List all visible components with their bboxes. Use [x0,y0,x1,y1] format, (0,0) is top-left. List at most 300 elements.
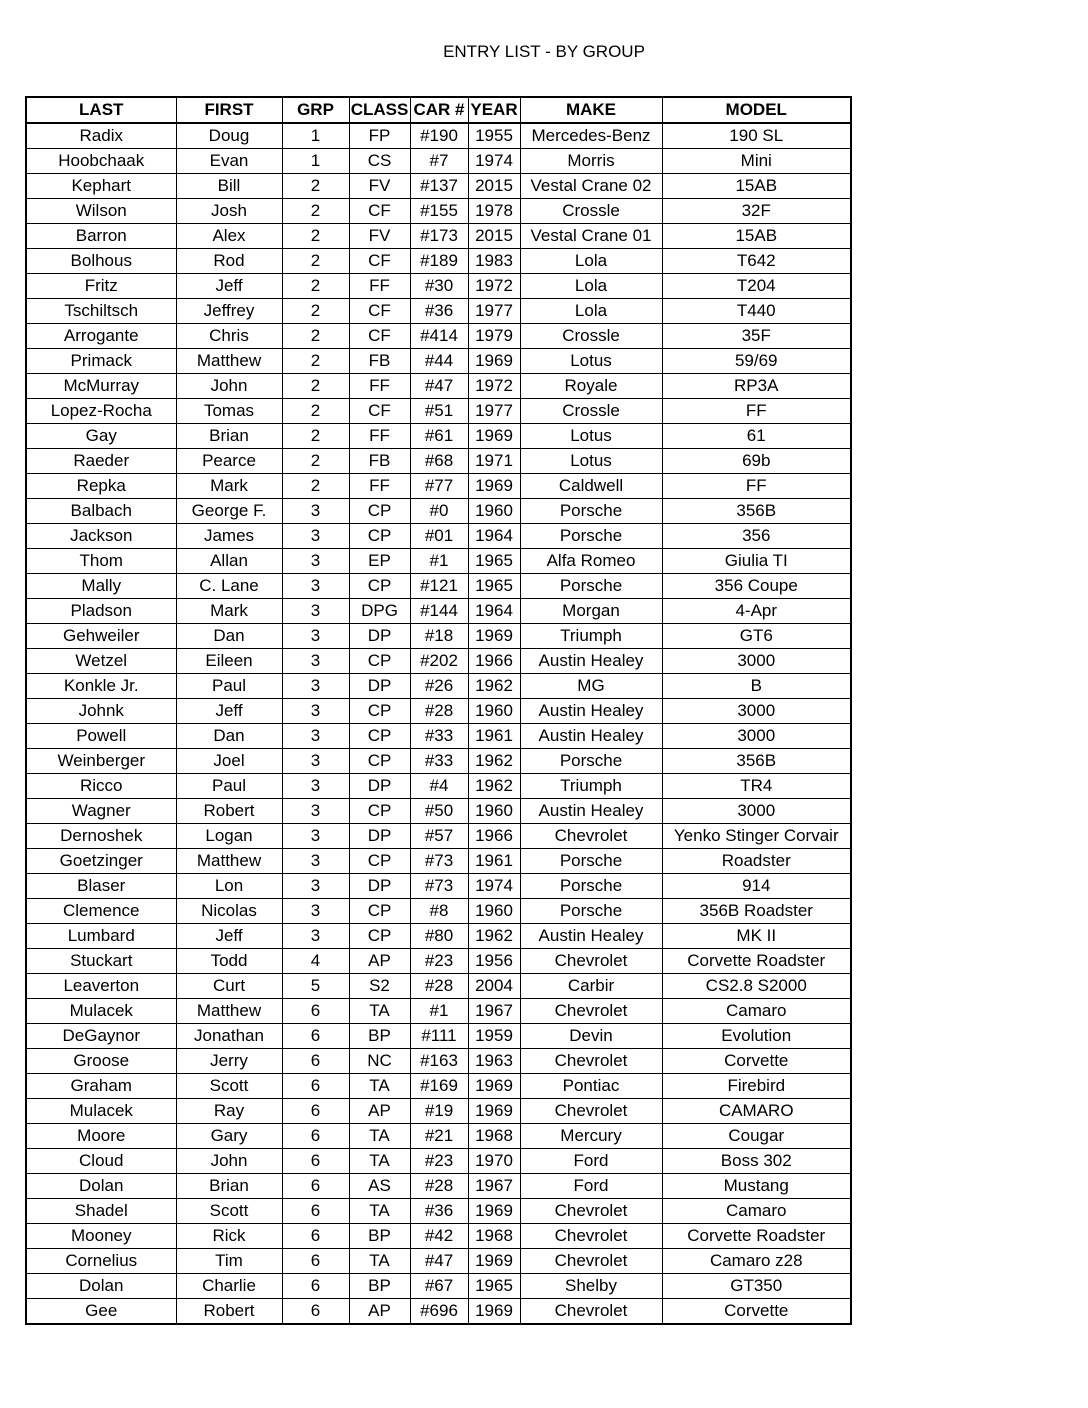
cell-model: Corvette [662,1049,851,1074]
cell-year: 1969 [468,349,520,374]
cell-first: Rick [176,1224,282,1249]
table-row [26,274,851,299]
cell-class: CP [349,574,410,599]
cell-car-number: #19 [410,1099,468,1124]
table-row [26,1199,851,1224]
cell-car-number: #169 [410,1074,468,1099]
cell-car-number: #47 [410,374,468,399]
cell-year: 1961 [468,849,520,874]
cell-car-number: #73 [410,874,468,899]
cell-year: 1969 [468,424,520,449]
table-row [26,599,851,624]
cell-grp: 2 [282,324,349,349]
table-row [26,549,851,574]
cell-last: Lumbard [26,924,176,949]
cell-last: Lopez-Rocha [26,399,176,424]
cell-model: TR4 [662,774,851,799]
cell-year: 1969 [468,1199,520,1224]
cell-last: Arrogante [26,324,176,349]
cell-class: CF [349,299,410,324]
table-row [26,1149,851,1174]
cell-first: Jeff [176,699,282,724]
cell-first: Lon [176,874,282,899]
cell-first: John [176,374,282,399]
cell-make: Carbir [520,974,662,999]
cell-first: Jeff [176,274,282,299]
table-row [26,149,851,174]
cell-last: Raeder [26,449,176,474]
cell-last: Gee [26,1299,176,1325]
cell-first: Matthew [176,999,282,1024]
cell-year: 1968 [468,1224,520,1249]
cell-model: Firebird [662,1074,851,1099]
cell-first: Evan [176,149,282,174]
cell-model: Giulia TI [662,549,851,574]
cell-last: Wagner [26,799,176,824]
cell-year: 1965 [468,549,520,574]
cell-car-number: #1 [410,999,468,1024]
cell-year: 1969 [468,1099,520,1124]
table-row [26,1124,851,1149]
cell-grp: 6 [282,999,349,1024]
cell-model: 59/69 [662,349,851,374]
cell-grp: 3 [282,924,349,949]
cell-car-number: #190 [410,123,468,149]
cell-model: CAMARO [662,1099,851,1124]
table-row [26,474,851,499]
cell-grp: 6 [282,1074,349,1099]
cell-year: 1962 [468,749,520,774]
cell-make: Austin Healey [520,924,662,949]
table-row [26,999,851,1024]
column-header-class: CLASS [349,97,410,123]
cell-year: 1974 [468,874,520,899]
cell-class: TA [349,1249,410,1274]
cell-car-number: #173 [410,224,468,249]
cell-car-number: #8 [410,899,468,924]
cell-year: 1960 [468,899,520,924]
cell-year: 1963 [468,1049,520,1074]
cell-year: 1969 [468,474,520,499]
cell-class: CP [349,699,410,724]
cell-last: Cloud [26,1149,176,1174]
cell-car-number: #36 [410,1199,468,1224]
cell-grp: 3 [282,599,349,624]
cell-model: 61 [662,424,851,449]
cell-first: Allan [176,549,282,574]
cell-grp: 2 [282,374,349,399]
cell-make: Triumph [520,774,662,799]
table-row [26,1049,851,1074]
cell-grp: 6 [282,1274,349,1299]
cell-year: 1962 [468,774,520,799]
table-row [26,424,851,449]
cell-grp: 6 [282,1099,349,1124]
table-row [26,699,851,724]
cell-year: 1977 [468,299,520,324]
cell-year: 1965 [468,1274,520,1299]
cell-class: FB [349,349,410,374]
cell-car-number: #137 [410,174,468,199]
cell-grp: 4 [282,949,349,974]
cell-first: John [176,1149,282,1174]
cell-last: Mulacek [26,1099,176,1124]
cell-car-number: #61 [410,424,468,449]
cell-car-number: #44 [410,349,468,374]
cell-first: Matthew [176,849,282,874]
cell-class: BP [349,1224,410,1249]
cell-first: Nicolas [176,899,282,924]
cell-class: FF [349,424,410,449]
cell-make: Chevrolet [520,999,662,1024]
cell-first: Paul [176,774,282,799]
cell-make: Caldwell [520,474,662,499]
cell-class: CP [349,524,410,549]
cell-grp: 1 [282,149,349,174]
cell-model: T204 [662,274,851,299]
cell-model: B [662,674,851,699]
cell-class: DP [349,824,410,849]
cell-model: 190 SL [662,123,851,149]
cell-car-number: #28 [410,1174,468,1199]
cell-year: 1960 [468,499,520,524]
cell-class: FV [349,174,410,199]
cell-make: Royale [520,374,662,399]
cell-last: Barron [26,224,176,249]
cell-class: CF [349,399,410,424]
cell-last: Gay [26,424,176,449]
cell-grp: 6 [282,1224,349,1249]
cell-year: 1977 [468,399,520,424]
cell-make: Porsche [520,524,662,549]
cell-model: RP3A [662,374,851,399]
cell-grp: 3 [282,649,349,674]
cell-year: 1968 [468,1124,520,1149]
cell-first: Chris [176,324,282,349]
cell-grp: 2 [282,449,349,474]
cell-class: TA [349,1074,410,1099]
cell-grp: 3 [282,499,349,524]
table-row [26,499,851,524]
cell-first: Scott [176,1199,282,1224]
cell-make: Chevrolet [520,824,662,849]
cell-class: S2 [349,974,410,999]
cell-first: Dan [176,624,282,649]
cell-class: CP [349,899,410,924]
cell-model: Yenko Stinger Corvair [662,824,851,849]
cell-class: CP [349,849,410,874]
cell-year: 1962 [468,924,520,949]
cell-car-number: #77 [410,474,468,499]
table-body [26,123,851,1324]
cell-make: Porsche [520,499,662,524]
cell-make: Chevrolet [520,1099,662,1124]
cell-make: Chevrolet [520,1249,662,1274]
cell-last: Leaverton [26,974,176,999]
cell-car-number: #33 [410,749,468,774]
cell-car-number: #28 [410,974,468,999]
cell-year: 1955 [468,123,520,149]
cell-grp: 3 [282,724,349,749]
cell-last: Thom [26,549,176,574]
cell-grp: 3 [282,874,349,899]
cell-model: T642 [662,249,851,274]
cell-make: Chevrolet [520,1049,662,1074]
cell-first: Tomas [176,399,282,424]
cell-year: 1967 [468,999,520,1024]
cell-class: BP [349,1024,410,1049]
cell-make: Lola [520,299,662,324]
cell-make: Morgan [520,599,662,624]
column-header-grp: GRP [282,97,349,123]
cell-year: 1961 [468,724,520,749]
cell-make: Chevrolet [520,1224,662,1249]
column-header-model: MODEL [662,97,851,123]
cell-first: Dan [176,724,282,749]
cell-year: 1969 [468,1299,520,1325]
cell-make: Lola [520,249,662,274]
table-row [26,849,851,874]
table-row [26,174,851,199]
cell-year: 1970 [468,1149,520,1174]
cell-model: 3000 [662,724,851,749]
cell-last: Repka [26,474,176,499]
cell-grp: 3 [282,674,349,699]
cell-year: 1969 [468,1074,520,1099]
cell-car-number: #23 [410,1149,468,1174]
cell-last: Groose [26,1049,176,1074]
cell-last: Hoobchaak [26,149,176,174]
cell-grp: 3 [282,774,349,799]
cell-make: Porsche [520,749,662,774]
cell-last: Mulacek [26,999,176,1024]
cell-make: Chevrolet [520,1199,662,1224]
cell-class: FV [349,224,410,249]
table-row [26,974,851,999]
cell-class: NC [349,1049,410,1074]
cell-last: Stuckart [26,949,176,974]
cell-model: MK II [662,924,851,949]
cell-grp: 2 [282,249,349,274]
table-row [26,874,851,899]
table-row [26,799,851,824]
cell-grp: 2 [282,399,349,424]
cell-class: DP [349,674,410,699]
cell-model: T440 [662,299,851,324]
cell-car-number: #121 [410,574,468,599]
cell-grp: 3 [282,824,349,849]
cell-make: Shelby [520,1274,662,1299]
cell-year: 1978 [468,199,520,224]
cell-car-number: #7 [410,149,468,174]
cell-first: Jeffrey [176,299,282,324]
cell-year: 1966 [468,824,520,849]
cell-last: Gehweiler [26,624,176,649]
cell-model: 356B [662,749,851,774]
cell-car-number: #68 [410,449,468,474]
cell-car-number: #1 [410,549,468,574]
table-row [26,774,851,799]
cell-last: Blaser [26,874,176,899]
cell-grp: 3 [282,549,349,574]
cell-class: TA [349,999,410,1024]
cell-grp: 3 [282,899,349,924]
table-row [26,249,851,274]
cell-last: Balbach [26,499,176,524]
cell-car-number: #18 [410,624,468,649]
table-row [26,349,851,374]
cell-car-number: #36 [410,299,468,324]
cell-last: Dolan [26,1274,176,1299]
cell-car-number: #4 [410,774,468,799]
table-row [26,749,851,774]
cell-model: Evolution [662,1024,851,1049]
cell-first: Jerry [176,1049,282,1074]
cell-model: 15AB [662,174,851,199]
cell-model: 914 [662,874,851,899]
cell-last: Powell [26,724,176,749]
cell-first: Alex [176,224,282,249]
cell-grp: 3 [282,699,349,724]
cell-first: Matthew [176,349,282,374]
cell-first: Brian [176,424,282,449]
table-row [26,324,851,349]
cell-first: Scott [176,1074,282,1099]
cell-model: Corvette Roadster [662,1224,851,1249]
table-row [26,299,851,324]
cell-last: Konkle Jr. [26,674,176,699]
cell-last: DeGaynor [26,1024,176,1049]
table-row [26,1174,851,1199]
table-row [26,949,851,974]
cell-make: Crossle [520,324,662,349]
cell-model: 15AB [662,224,851,249]
cell-make: Porsche [520,899,662,924]
cell-last: Goetzinger [26,849,176,874]
table-row [26,899,851,924]
cell-grp: 3 [282,524,349,549]
cell-year: 1960 [468,799,520,824]
table-row [26,449,851,474]
cell-model: Mini [662,149,851,174]
cell-model: 4-Apr [662,599,851,624]
table-row [26,574,851,599]
cell-first: Eileen [176,649,282,674]
cell-class: CF [349,199,410,224]
cell-class: TA [349,1149,410,1174]
table-row [26,1224,851,1249]
table-row [26,123,851,149]
cell-car-number: #73 [410,849,468,874]
cell-class: CP [349,649,410,674]
cell-class: CF [349,324,410,349]
cell-class: FB [349,449,410,474]
cell-year: 1969 [468,1249,520,1274]
cell-car-number: #23 [410,949,468,974]
table-row [26,1074,851,1099]
cell-grp: 3 [282,574,349,599]
table-row [26,1299,851,1325]
cell-model: Mustang [662,1174,851,1199]
cell-year: 1971 [468,449,520,474]
table-row [26,674,851,699]
cell-model: CS2.8 S2000 [662,974,851,999]
cell-car-number: #414 [410,324,468,349]
cell-car-number: #33 [410,724,468,749]
cell-class: CP [349,799,410,824]
cell-last: Shadel [26,1199,176,1224]
cell-model: Roadster [662,849,851,874]
cell-model: 32F [662,199,851,224]
cell-first: Charlie [176,1274,282,1299]
cell-first: Pearce [176,449,282,474]
cell-first: Gary [176,1124,282,1149]
cell-make: Porsche [520,574,662,599]
cell-year: 1979 [468,324,520,349]
cell-grp: 2 [282,349,349,374]
cell-first: James [176,524,282,549]
cell-class: CP [349,924,410,949]
cell-first: Brian [176,1174,282,1199]
cell-make: Crossle [520,399,662,424]
cell-last: Bolhous [26,249,176,274]
column-header-make: MAKE [520,97,662,123]
cell-make: Porsche [520,849,662,874]
cell-car-number: #57 [410,824,468,849]
cell-car-number: #111 [410,1024,468,1049]
cell-class: CP [349,724,410,749]
cell-first: George F. [176,499,282,524]
cell-class: CS [349,149,410,174]
cell-make: Alfa Romeo [520,549,662,574]
cell-car-number: #202 [410,649,468,674]
cell-make: Lola [520,274,662,299]
cell-model: FF [662,399,851,424]
table-row [26,374,851,399]
cell-first: C. Lane [176,574,282,599]
cell-make: Pontiac [520,1074,662,1099]
cell-model: Camaro [662,1199,851,1224]
cell-grp: 5 [282,974,349,999]
cell-class: DP [349,774,410,799]
entry-list-table [25,96,852,1325]
cell-car-number: #0 [410,499,468,524]
cell-first: Curt [176,974,282,999]
table-row [26,624,851,649]
table-row [26,724,851,749]
cell-model: GT350 [662,1274,851,1299]
cell-year: 1969 [468,624,520,649]
cell-class: TA [349,1199,410,1224]
cell-grp: 6 [282,1124,349,1149]
cell-grp: 1 [282,123,349,149]
cell-last: Weinberger [26,749,176,774]
table-row [26,1274,851,1299]
cell-class: AS [349,1174,410,1199]
cell-make: Austin Healey [520,724,662,749]
cell-car-number: #144 [410,599,468,624]
cell-model: GT6 [662,624,851,649]
cell-model: Boss 302 [662,1149,851,1174]
cell-car-number: #696 [410,1299,468,1325]
cell-make: Triumph [520,624,662,649]
cell-last: Primack [26,349,176,374]
cell-make: Vestal Crane 02 [520,174,662,199]
cell-first: Mark [176,599,282,624]
cell-make: Vestal Crane 01 [520,224,662,249]
cell-car-number: #51 [410,399,468,424]
cell-grp: 3 [282,624,349,649]
